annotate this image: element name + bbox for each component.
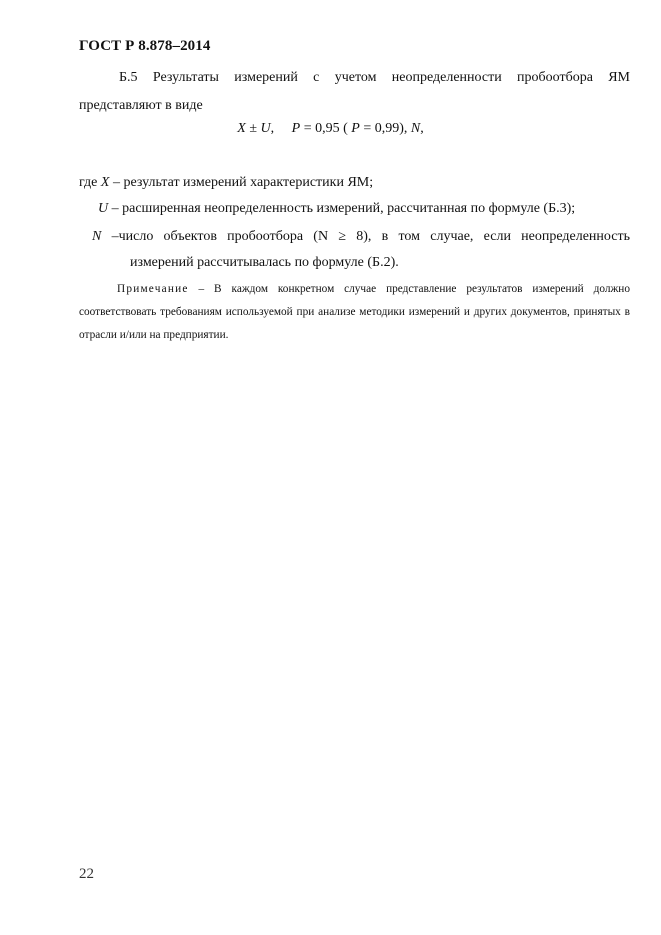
formula-p1: P xyxy=(291,121,301,136)
definition-u-text: – расширенная неопределенность измерений, рассчитанная по формуле (Б.3); xyxy=(108,201,576,216)
definition-n xyxy=(92,226,630,248)
formula-end: , xyxy=(420,121,424,136)
section-b5-paragraph: Б.5 Результаты измерений с учетом неопределенности пробоотбора ЯМ представляют в виде xyxy=(79,70,630,113)
formula-n: N xyxy=(410,121,421,136)
definition-n-text: –число объектов пробоотбора (N ≥ 8), в том случае, если неопределенность xyxy=(101,229,630,244)
formula-pm: ± xyxy=(245,121,261,136)
formula-x: X xyxy=(237,121,246,136)
definition-u-symbol: U xyxy=(98,201,109,216)
note-label: Примечание xyxy=(117,283,189,295)
formula-sep: , xyxy=(270,121,292,136)
formula-eq2: = 0,99), xyxy=(359,121,411,136)
result-formula xyxy=(0,117,661,141)
note-paragraph xyxy=(79,278,630,347)
formula-eq1: = 0,95 ( xyxy=(300,121,352,136)
formula-u: U xyxy=(260,121,271,136)
document-header: ГОСТ Р 8.878–2014 xyxy=(79,38,211,54)
definition-u xyxy=(98,198,575,220)
formula-p2: P xyxy=(351,121,360,136)
definition-x-symbol: X xyxy=(100,175,110,190)
definition-n-continuation: измерений рассчитывалась по формуле (Б.2). xyxy=(130,255,399,270)
definition-x-text: – результат измерений характеристики ЯМ; xyxy=(109,175,374,190)
page-number: 22 xyxy=(79,866,94,882)
definition-x-prefix: где xyxy=(79,175,101,190)
definition-n-symbol: N xyxy=(92,229,102,244)
definition-x xyxy=(79,172,373,194)
note-text: – В каждом конкретном случае представление результатов измерений должно соответствовать требованиям используемой при анализе методики измерений и других документов, принятых в отрасли и/или на предприятии. xyxy=(79,283,630,341)
